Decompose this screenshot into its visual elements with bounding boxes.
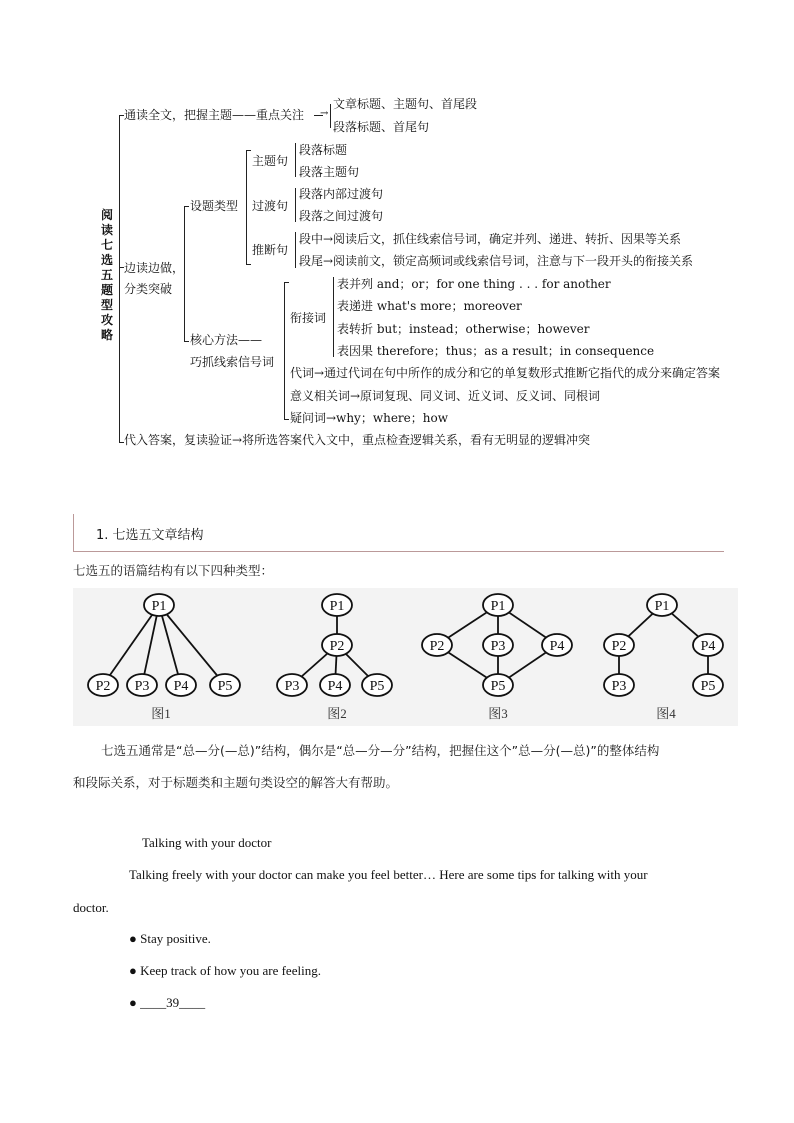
node-label: P1: [490, 599, 506, 614]
topic-sentence-label: 主题句: [252, 154, 289, 168]
branch2-bracket: [184, 206, 185, 342]
node-label: P4: [327, 679, 343, 694]
explanation-line: 和段际关系，对于标题类和主题句类设空的解答大有帮助。: [73, 775, 399, 790]
node-label: P1: [329, 599, 345, 614]
node-label: P3: [490, 639, 506, 654]
connective-item: 表递进 what's more；moreover: [337, 299, 522, 313]
node-label: P2: [611, 639, 627, 654]
connective-item: 表并列 and；or；for one thing . . . for another: [337, 277, 611, 291]
connectives-label: 衔接词: [290, 311, 327, 325]
other-clue-item: 意义相关词→原词复现、同义词、近义词、反义词、同根词: [290, 389, 601, 403]
connective-item: 表转折 but；instead；otherwise；however: [337, 322, 590, 336]
node-label: P3: [134, 679, 150, 694]
node-label: P5: [490, 679, 506, 694]
inference-item: 段中→阅读后文，抓住线索信号词，确定并列、递进、转折、因果等关系: [299, 232, 682, 246]
passage-bullet: ● Stay positive.: [129, 931, 211, 946]
figure-caption: 图4: [656, 706, 676, 721]
topic-item: 段落主题句: [299, 165, 360, 179]
node-label: P5: [369, 679, 385, 694]
passage-blank-39: ● ____39____: [129, 995, 206, 1010]
explanation-line: 七选五通常是“总—分(—总)”结构，偶尔是“总—分—分”结构，把握住这个”总—分(—总)”的整体结构: [101, 743, 660, 758]
node-label: P4: [173, 679, 189, 694]
design-types-label: 设题类型: [190, 199, 239, 213]
node-label: P2: [95, 679, 111, 694]
passage-title: Talking with your doctor: [142, 835, 272, 850]
mindmap-root-title: 阅读七选五题型攻略: [101, 208, 114, 342]
passage-paragraph: doctor.: [73, 900, 109, 915]
section-intro: 七选五的语篇结构有以下四种类型：: [73, 563, 274, 578]
branch2-label: 分类突破: [124, 282, 173, 296]
transition-label: 过渡句: [252, 199, 289, 213]
node-label: P2: [429, 639, 445, 654]
other-clue-item: 疑问词→why；where；how: [290, 411, 448, 425]
branch1-label: 通读全文，把握主题——重点关注: [124, 108, 305, 122]
passage-bullet: ● Keep track of how you are feeling.: [129, 963, 321, 978]
topic-item: 段落标题: [299, 143, 348, 157]
figure-caption: 图3: [488, 706, 508, 721]
other-clue-item: 代词→通过代词在句中所作的成分和它的单复数形式推断它指代的成分来确定答案: [290, 366, 721, 380]
transition-item: 段落内部过渡句: [299, 187, 384, 201]
figure-caption: 图2: [327, 706, 347, 721]
node-label: P3: [611, 679, 627, 694]
section-heading-box: [73, 514, 724, 552]
node-label: P1: [654, 599, 670, 614]
node-label: P3: [284, 679, 300, 694]
inference-label: 推断句: [252, 243, 289, 257]
node-label: P2: [329, 639, 345, 654]
figure-caption: 图1: [151, 706, 171, 721]
core-method-sub: 巧抓线索信号词: [190, 355, 275, 369]
node-label: P4: [549, 639, 565, 654]
structure-diagrams: [73, 588, 738, 726]
branch3-label: 代入答案，复读验证→将所选答案代入文中，重点检查逻辑关系，看有无明显的逻辑冲突: [124, 433, 591, 447]
node-label: P1: [151, 599, 167, 614]
root-bracket: [119, 115, 120, 443]
inference-item: 段尾→阅读前文，锁定高频词或线索信号词，注意与下一段开头的衔接关系: [299, 254, 694, 268]
branch2-label: 边读边做，: [124, 261, 185, 275]
node-label: P4: [700, 639, 716, 654]
passage-paragraph: Talking freely with your doctor can make you feel better… Here are some tips for talking with your: [129, 867, 648, 882]
transition-item: 段落之间过渡句: [299, 209, 384, 223]
core-method-label: 核心方法——: [190, 333, 263, 347]
section-heading: 1. 七选五文章结构: [96, 528, 204, 543]
branch1-item: 段落标题、首尾句: [333, 120, 430, 134]
node-label: P5: [700, 679, 716, 694]
connective-item: 表因果 therefore；thus；as a result；in consequence: [337, 344, 655, 358]
node-label: P5: [217, 679, 233, 694]
branch1-item: 文章标题、主题句、首尾段: [333, 97, 478, 111]
